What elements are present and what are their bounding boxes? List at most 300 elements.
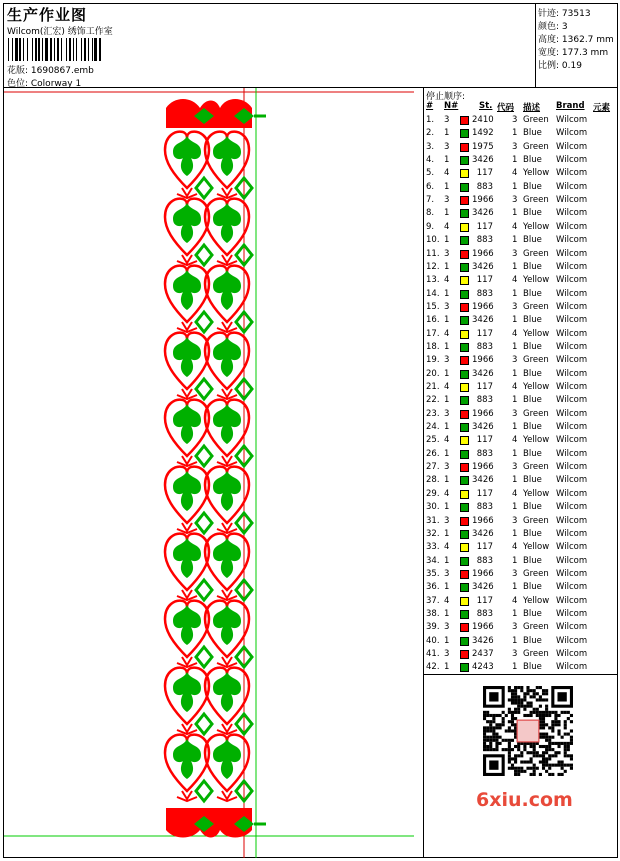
cell-desc: Green: [523, 408, 549, 419]
color-swatch: [460, 570, 469, 579]
cell-st: 117: [476, 595, 493, 606]
color-swatch: [460, 597, 469, 606]
cell-code: 1: [512, 315, 518, 326]
table-row: [424, 127, 618, 140]
cell-code: 4: [512, 328, 518, 339]
cell-n: 3: [444, 115, 450, 125]
cell-n: 4: [444, 542, 450, 553]
color-swatch: [460, 183, 469, 192]
cell-brand: Wilcom: [556, 488, 588, 499]
cell-brand: Wilcom: [556, 275, 588, 286]
cell-desc: Yellow: [523, 435, 550, 446]
cell-n: 4: [444, 328, 450, 339]
cell-brand: Wilcom: [556, 662, 588, 673]
color-swatch: [460, 517, 469, 526]
cell-desc: Blue: [523, 528, 542, 539]
cell-brand: Wilcom: [556, 528, 588, 539]
cell-num: 7.: [426, 195, 435, 206]
color-swatch: [460, 143, 469, 152]
cell-num: 32.: [426, 528, 440, 539]
table-row: [424, 581, 618, 594]
cell-brand: Wilcom: [556, 195, 588, 206]
color-swatch: [460, 263, 469, 272]
cell-n: 3: [444, 568, 450, 579]
table-row: [424, 181, 618, 194]
cell-n: 1: [444, 368, 450, 379]
table-row: [424, 194, 618, 207]
cell-num: 13.: [426, 275, 440, 286]
cell-num: 39.: [426, 622, 440, 633]
cell-n: 1: [444, 555, 450, 566]
qr-stamp: [517, 720, 539, 742]
color-swatch: [460, 396, 469, 405]
cell-n: 1: [444, 502, 450, 513]
table-row: [424, 274, 618, 287]
cell-code: 4: [512, 435, 518, 446]
stat-stitches: 针迹: 73513: [538, 9, 591, 19]
col-header-brand: Brand: [556, 101, 585, 111]
cell-st: 117: [476, 382, 493, 392]
color-swatch: [460, 330, 469, 339]
col-header-stitches: St.: [479, 101, 493, 111]
cell-brand: Wilcom: [556, 475, 588, 486]
color-swatch: [460, 637, 469, 646]
table-row: [424, 261, 618, 274]
embroidery-design: [4, 88, 424, 858]
cell-desc: Green: [523, 622, 549, 633]
cell-st: 1966: [472, 248, 494, 259]
cell-n: 1: [444, 422, 450, 433]
cell-desc: Blue: [523, 608, 542, 619]
cell-st: 1966: [472, 515, 494, 526]
cell-st: 1492: [472, 128, 494, 139]
cell-brand: Wilcom: [556, 315, 588, 326]
cell-brand: Wilcom: [556, 502, 588, 513]
cell-code: 3: [512, 141, 518, 152]
cell-st: 883: [476, 288, 493, 299]
cell-brand: Wilcom: [556, 181, 588, 192]
cell-st: 883: [476, 555, 493, 566]
cell-num: 15.: [426, 301, 440, 312]
cell-num: 24.: [426, 422, 440, 433]
col-header-num: #: [426, 101, 434, 111]
cell-code: 4: [512, 542, 518, 553]
col-header-n: N#: [444, 101, 459, 111]
cell-st: 3426: [472, 261, 494, 272]
cell-num: 1.: [426, 115, 435, 125]
cell-desc: Green: [523, 355, 549, 366]
color-swatch: [460, 490, 469, 499]
table-row: [424, 474, 618, 487]
cell-code: 4: [512, 221, 518, 232]
table-row: [424, 368, 618, 381]
cell-st: 883: [476, 448, 493, 459]
cell-code: 1: [512, 395, 518, 406]
cell-brand: Wilcom: [556, 168, 588, 179]
cell-st: 117: [476, 221, 493, 232]
table-row: [424, 141, 618, 154]
cell-st: 3426: [472, 475, 494, 486]
cell-brand: Wilcom: [556, 208, 588, 219]
cell-st: 3426: [472, 315, 494, 326]
cell-num: 8.: [426, 208, 435, 219]
cell-n: 3: [444, 622, 450, 633]
table-row: [424, 421, 618, 434]
cell-desc: Blue: [523, 261, 542, 272]
cell-brand: Wilcom: [556, 341, 588, 352]
cell-code: 4: [512, 275, 518, 286]
cell-num: 19.: [426, 355, 440, 366]
site-logo: 6xiu.com: [476, 789, 573, 811]
cell-desc: Blue: [523, 155, 542, 166]
cell-code: 1: [512, 635, 518, 646]
cell-desc: Yellow: [523, 221, 550, 232]
table-row: [424, 301, 618, 314]
cell-code: 1: [512, 235, 518, 246]
cell-num: 22.: [426, 395, 440, 406]
color-swatch: [460, 530, 469, 539]
cell-desc: Blue: [523, 368, 542, 379]
table-row: [424, 448, 618, 461]
cell-num: 38.: [426, 608, 440, 619]
table-row: [424, 621, 618, 634]
cell-n: 4: [444, 168, 450, 179]
color-swatch: [460, 116, 469, 125]
cell-brand: Wilcom: [556, 462, 588, 473]
cell-num: 11.: [426, 248, 440, 259]
cell-n: 1: [444, 261, 450, 272]
cell-desc: Blue: [523, 341, 542, 352]
cell-n: 4: [444, 595, 450, 606]
cell-code: 4: [512, 488, 518, 499]
color-swatch: [460, 476, 469, 485]
cell-num: 4.: [426, 155, 435, 166]
table-row: [424, 381, 618, 394]
table-row: [424, 568, 618, 581]
cell-code: 1: [512, 155, 518, 166]
cell-num: 27.: [426, 462, 440, 473]
cell-n: 1: [444, 181, 450, 192]
cell-desc: Blue: [523, 422, 542, 433]
cell-n: 4: [444, 488, 450, 499]
cell-brand: Wilcom: [556, 261, 588, 272]
cell-num: 28.: [426, 475, 440, 486]
cell-num: 21.: [426, 382, 440, 392]
cell-n: 1: [444, 235, 450, 246]
bottom-ornament: [166, 808, 266, 838]
color-swatch: [460, 276, 469, 285]
cell-brand: Wilcom: [556, 141, 588, 152]
table-row: [424, 555, 618, 568]
cell-num: 31.: [426, 515, 440, 526]
color-swatch: [460, 236, 469, 245]
cell-num: 20.: [426, 368, 440, 379]
cell-code: 3: [512, 649, 518, 659]
cell-desc: Blue: [523, 475, 542, 486]
cell-n: 1: [444, 155, 450, 166]
stats-panel: [536, 4, 617, 88]
cell-num: 5.: [426, 168, 435, 179]
table-row: [424, 648, 618, 661]
color-swatch: [460, 423, 469, 432]
cell-st: 2410: [472, 115, 494, 125]
cell-code: 3: [512, 355, 518, 366]
cell-code: 1: [512, 582, 518, 593]
table-row: [424, 461, 618, 474]
color-swatch: [460, 463, 469, 472]
cell-st: 3426: [472, 422, 494, 433]
color-swatch: [460, 503, 469, 512]
cell-num: 29.: [426, 488, 440, 499]
table-row: [424, 595, 618, 608]
cell-desc: Green: [523, 301, 549, 312]
cell-st: 3426: [472, 208, 494, 219]
cell-desc: Yellow: [523, 382, 550, 392]
cell-code: 4: [512, 382, 518, 392]
cell-n: 1: [444, 208, 450, 219]
colorway-label: 色位: Colorway 1: [7, 79, 82, 89]
cell-num: 3.: [426, 141, 435, 152]
cell-num: 6.: [426, 181, 435, 192]
cell-desc: Green: [523, 568, 549, 579]
table-row: [424, 515, 618, 528]
cell-brand: Wilcom: [556, 301, 588, 312]
color-swatch: [460, 663, 469, 672]
color-swatch: [460, 650, 469, 659]
cell-st: 117: [476, 542, 493, 553]
cell-desc: Yellow: [523, 488, 550, 499]
cell-num: 9.: [426, 221, 435, 232]
cell-st: 3426: [472, 368, 494, 379]
cell-code: 3: [512, 622, 518, 633]
cell-desc: Green: [523, 195, 549, 206]
cell-desc: Blue: [523, 662, 542, 673]
header-panel: [4, 4, 536, 88]
cell-desc: Blue: [523, 395, 542, 406]
cell-brand: Wilcom: [556, 221, 588, 232]
cell-brand: Wilcom: [556, 355, 588, 366]
cell-n: 1: [444, 528, 450, 539]
cell-brand: Wilcom: [556, 395, 588, 406]
cell-num: 26.: [426, 448, 440, 459]
cell-st: 883: [476, 395, 493, 406]
cell-n: 4: [444, 435, 450, 446]
color-swatch: [460, 169, 469, 178]
color-swatch: [460, 223, 469, 232]
cell-st: 3426: [472, 635, 494, 646]
table-row: [424, 661, 618, 674]
cell-n: 1: [444, 448, 450, 459]
cell-brand: Wilcom: [556, 448, 588, 459]
cell-n: 1: [444, 475, 450, 486]
cell-num: 40.: [426, 635, 440, 646]
cell-n: 1: [444, 315, 450, 326]
table-row: [424, 635, 618, 648]
cell-st: 1966: [472, 301, 494, 312]
cell-code: 1: [512, 662, 518, 673]
cell-n: 3: [444, 195, 450, 206]
table-row: [424, 528, 618, 541]
table-row: [424, 314, 618, 327]
cell-code: 1: [512, 475, 518, 486]
cell-desc: Yellow: [523, 168, 550, 179]
cell-code: 1: [512, 181, 518, 192]
cell-code: 1: [512, 288, 518, 299]
cell-st: 1966: [472, 195, 494, 206]
cell-num: 12.: [426, 261, 440, 272]
top-ornament: [166, 99, 266, 128]
cell-st: 1966: [472, 568, 494, 579]
company-name: Wilcom(汇宏) 绣饰工作室: [7, 27, 113, 37]
cell-desc: Blue: [523, 582, 542, 593]
page-title: 生产作业图: [7, 6, 88, 24]
table-row: [424, 207, 618, 220]
cell-n: 3: [444, 515, 450, 526]
cell-code: 4: [512, 595, 518, 606]
stat-width: 宽度: 177.3 mm: [538, 48, 609, 58]
color-swatch: [460, 623, 469, 632]
color-swatch: [460, 610, 469, 619]
cell-code: 1: [512, 341, 518, 352]
cell-brand: Wilcom: [556, 382, 588, 392]
color-swatch: [460, 583, 469, 592]
color-swatch: [460, 316, 469, 325]
color-swatch: [460, 129, 469, 138]
cell-num: 16.: [426, 315, 440, 326]
cell-st: 2437: [472, 649, 494, 659]
cell-st: 883: [476, 341, 493, 352]
cell-n: 3: [444, 355, 450, 366]
cell-n: 1: [444, 635, 450, 646]
color-swatch: [460, 436, 469, 445]
cell-num: 2.: [426, 128, 435, 139]
table-row: [424, 354, 618, 367]
cell-st: 883: [476, 235, 493, 246]
barcode: [8, 38, 144, 61]
cell-brand: Wilcom: [556, 435, 588, 446]
cell-n: 1: [444, 582, 450, 593]
cell-desc: Blue: [523, 128, 542, 139]
table-row: [424, 488, 618, 501]
watermark-area: [424, 675, 618, 858]
cell-desc: Yellow: [523, 595, 550, 606]
cell-n: 1: [444, 662, 450, 673]
cell-brand: Wilcom: [556, 155, 588, 166]
cell-desc: Blue: [523, 448, 542, 459]
color-swatch: [460, 410, 469, 419]
cell-brand: Wilcom: [556, 288, 588, 299]
cell-brand: Wilcom: [556, 328, 588, 339]
cell-brand: Wilcom: [556, 235, 588, 246]
cell-n: 4: [444, 221, 450, 232]
cell-num: 18.: [426, 341, 440, 352]
cell-brand: Wilcom: [556, 555, 588, 566]
table-row: [424, 434, 618, 447]
cell-n: 4: [444, 275, 450, 286]
cell-brand: Wilcom: [556, 622, 588, 633]
cell-brand: Wilcom: [556, 649, 588, 659]
cell-brand: Wilcom: [556, 582, 588, 593]
cell-code: 1: [512, 608, 518, 619]
cell-num: 10.: [426, 235, 440, 246]
cell-desc: Green: [523, 115, 549, 125]
table-row: [424, 167, 618, 180]
cell-brand: Wilcom: [556, 515, 588, 526]
cell-desc: Green: [523, 462, 549, 473]
cell-brand: Wilcom: [556, 542, 588, 553]
cell-code: 3: [512, 462, 518, 473]
cell-brand: Wilcom: [556, 635, 588, 646]
cell-st: 883: [476, 608, 493, 619]
cell-num: 36.: [426, 582, 440, 593]
table-row: [424, 341, 618, 354]
cell-num: 41.: [426, 649, 440, 659]
cell-n: 3: [444, 462, 450, 473]
cell-desc: Blue: [523, 235, 542, 246]
cell-brand: Wilcom: [556, 422, 588, 433]
cell-code: 1: [512, 128, 518, 139]
color-swatch: [460, 543, 469, 552]
cell-num: 33.: [426, 542, 440, 553]
cell-st: 1966: [472, 462, 494, 473]
cell-n: 1: [444, 128, 450, 139]
cell-num: 42.: [426, 662, 440, 673]
pattern-column: [165, 132, 252, 801]
table-row: [424, 328, 618, 341]
cell-code: 1: [512, 448, 518, 459]
cell-brand: Wilcom: [556, 115, 588, 125]
cell-brand: Wilcom: [556, 608, 588, 619]
table-row: [424, 501, 618, 514]
cell-num: 37.: [426, 595, 440, 606]
qr-code: [483, 686, 573, 776]
color-swatch: [460, 250, 469, 259]
cell-st: 117: [476, 328, 493, 339]
cell-desc: Blue: [523, 502, 542, 513]
col-header-code: 代码: [497, 103, 515, 113]
cell-st: 1966: [472, 622, 494, 633]
stop-sequence-panel: [424, 88, 618, 675]
cell-desc: Yellow: [523, 328, 550, 339]
cell-n: 1: [444, 288, 450, 299]
cell-n: 3: [444, 141, 450, 152]
cell-brand: Wilcom: [556, 248, 588, 259]
table-row: [424, 541, 618, 554]
stat-scale: 比例: 0.19: [538, 61, 582, 71]
cell-desc: Yellow: [523, 275, 550, 286]
table-row: [424, 288, 618, 301]
cell-code: 3: [512, 115, 518, 125]
cell-st: 117: [476, 435, 493, 446]
cell-code: 1: [512, 368, 518, 379]
cell-code: 3: [512, 515, 518, 526]
cell-code: 1: [512, 555, 518, 566]
col-header-element: 元素: [593, 103, 611, 113]
cell-st: 117: [476, 275, 493, 286]
cell-st: 1966: [472, 408, 494, 419]
cell-code: 3: [512, 568, 518, 579]
design-preview: [4, 88, 424, 858]
cell-desc: Green: [523, 141, 549, 152]
cell-code: 1: [512, 261, 518, 272]
cell-desc: Green: [523, 248, 549, 259]
color-swatch: [460, 156, 469, 165]
cell-st: 3426: [472, 528, 494, 539]
cell-desc: Blue: [523, 288, 542, 299]
cell-code: 1: [512, 422, 518, 433]
cell-st: 4243: [472, 662, 494, 673]
cell-st: 117: [476, 168, 493, 179]
